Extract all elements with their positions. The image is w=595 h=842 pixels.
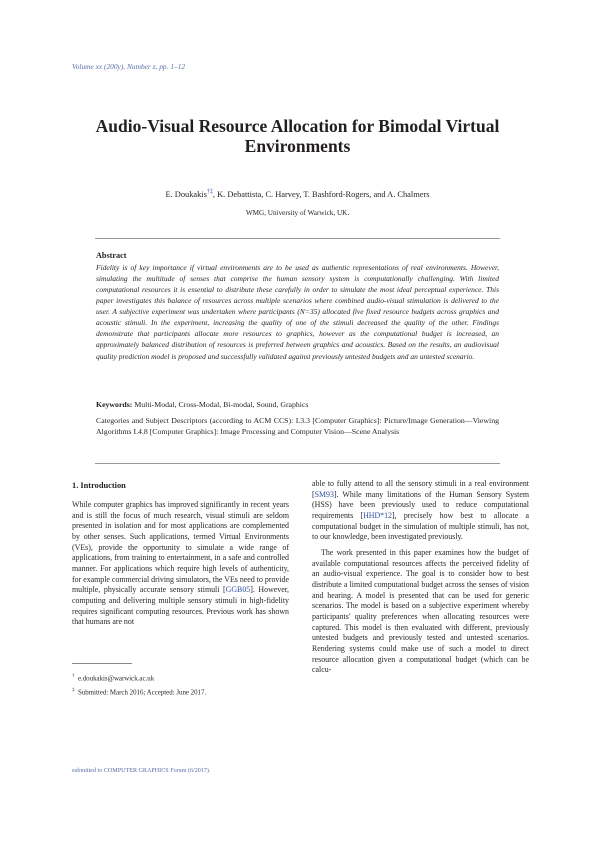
- other-authors: , K. Debattista, C. Harvey, T. Bashford-Rogers, and A. Chalmers: [212, 189, 430, 199]
- footnote-mark: ‡: [72, 688, 75, 693]
- intro-text-c: able to fully attend to all the sensory stimuli in a real environment [: [312, 479, 529, 499]
- footnote-mark: †: [72, 674, 75, 679]
- intro-paragraph-2: The work presented in this paper examines how the budget of available computational resources affects the perceived fidelity of an audio-visual experience. The goal is to consider how to best distribute a limited computational budget across the senses of vision and hearing. A model is presented that can be used for generic scenarios. The model is based on a subjective experiment whereby participants' quality preferences when allocating resources were captured. This model is then evaluated with different, previously untested budgets and previously tested and untested scenarios. Rendering systems could make use of such a model to direct resource allocation given a computational budget (which can be calcu-: [312, 547, 529, 675]
- author-list: [80, 189, 515, 199]
- citation-link[interactable]: SM93: [314, 489, 334, 499]
- keywords-label: Keywords:: [96, 400, 133, 409]
- intro-column-right: [312, 479, 529, 676]
- affiliation: WMG, University of Warwick, UK.: [245, 209, 350, 217]
- intro-column-left: [72, 500, 289, 628]
- first-author: E. Doukakis: [165, 189, 207, 199]
- section-heading-introduction: 1. Introduction: [72, 481, 126, 490]
- footnote-rule: [72, 663, 132, 664]
- footnote-submission: [72, 686, 292, 697]
- page-footer: submitted to COMPUTER GRAPHICS Forum (6/2017).: [72, 768, 211, 774]
- keywords-text: Multi-Modal, Cross-Modal, Bi-modal, Sound, Graphics: [134, 400, 309, 409]
- citation-link[interactable]: GGB05: [225, 585, 251, 595]
- intro-text-b: ]. However, computing and delivering multiple sensory stimuli in high-fidelity requires significant computing resources. Previous work has shown that humans are not: [72, 585, 289, 627]
- keywords: [96, 400, 499, 411]
- footnote-submission-text: Submitted: March 2016; Accepted: June 2017.: [77, 689, 207, 697]
- abstract-heading: Abstract: [96, 251, 127, 260]
- author-marks: †‡: [206, 189, 213, 195]
- running-header: Volume xx (200y), Number z, pp. 1–12: [72, 62, 186, 71]
- abstract-top-rule: [95, 238, 500, 239]
- intro-text-a: While computer graphics has improved significantly in recent years and is still the focus of much research, visual stimuli are seldom presented in isolation and for most applications are complemented by other senses. Such applications, termed Virtual Environments (VEs), provide the opportunity to simulate a wide range of applications, from training to entertainment, in a safe and controlled manner. For applications which require high levels of authenticity, for example commercial driving simulators, the VEs need to provide multiple, physically accurate sensory stimuli [: [72, 500, 289, 595]
- footnote-email-text[interactable]: e.doukakis@warwick.ac.uk: [77, 675, 155, 683]
- paper-title: Audio-Visual Resource Allocation for Bimodal Virtual Environments: [95, 116, 500, 156]
- footnote-email: [72, 672, 292, 683]
- intro-text-d: ]. While many limitations of the Human Sensory System (HSS) have been previously used to reduce computational requirements [: [312, 489, 529, 520]
- citation-link[interactable]: HHD*12: [363, 510, 392, 520]
- abstract-text: Fidelity is of key importance if virtual environments are to be used as authentic representations of real environments. However, simulating the multitude of senses that comprise the human sensory system is computationally challenging. With limited computational resources it is essential to distribute these carefully in order to simulate the most ideal perceptual experience. This paper investigates this balance of resources across multiple scenarios where combined audio-visual stimulation is delivered to the user. A subjective experiment was undertaken where participants (N=35) allocated five fixed resource budgets across graphics and acoustic stimuli. In the experiment, increasing the quality of one of the stimuli decreased the quality of the other. Findings demonstrate that participants allocate more resources to graphics, however as the computational budget is increased, an approximately balanced distribution of resources is preferred between graphics and acoustics. Based on the results, an audiovisual quality prediction model is proposed and successfully validated against previously untested budgets and an untested scenario.: [96, 263, 499, 361]
- ccs-descriptors: Categories and Subject Descriptors (according to ACM CCS): I.3.3 [Computer Graphics]: Picture/Image Generation—Viewing Algorithms I.4.8 [Computer Graphics]: Image Processing and Computer Vision—Scene Analysis: [96, 416, 499, 436]
- abstract-bottom-rule: [95, 463, 500, 464]
- intro-text-e: ], precisely how best to allocate a computational budget in the simulation of multiple stimuli, has not, to our knowledge, been investigated previously.: [312, 510, 529, 542]
